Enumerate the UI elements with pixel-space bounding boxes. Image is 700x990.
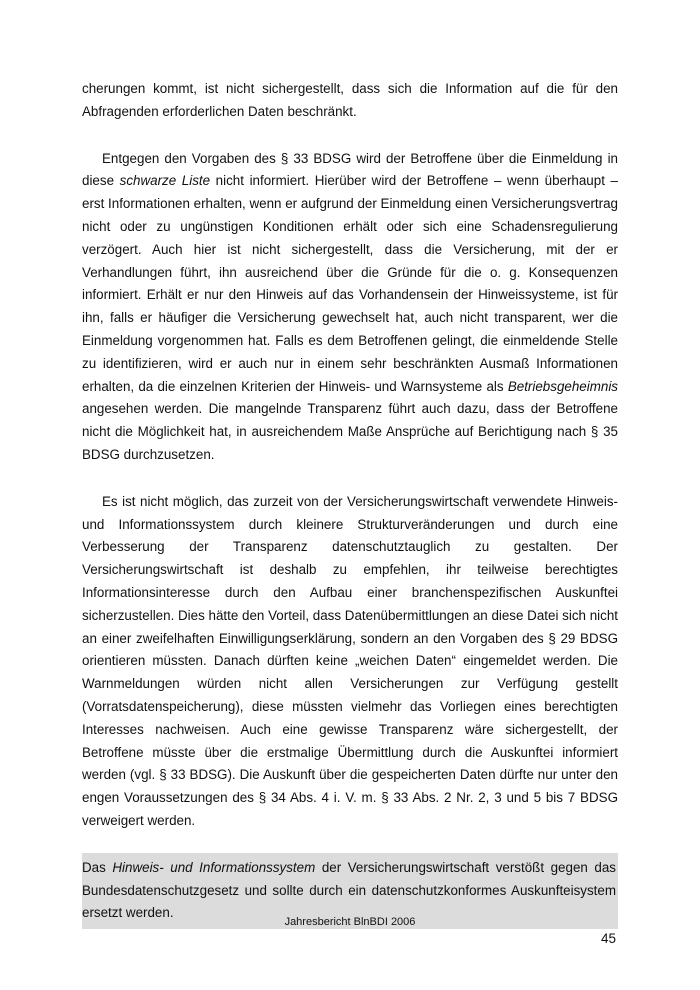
paragraph-text: nicht informiert. Hierüber wird der Betroffene – wenn überhaupt – erst Informationen erhalten, wenn er aufgrund der Einmeldung einen Versicherungsvertrag nicht oder zu ungünstigen Konditionen erhält oder sich eine Schadensregulierung verzögert. Auch hier ist nicht sichergestellt, dass die Versicherung, mit der er Verhandlungen führt, ihn ausreichend über die Gründe für die o. g. Konsequenzen informiert. Erhält er nur den Hinweis auf das Vorhandensein der Hinweissysteme, ist für ihn, falls er häufiger die Versicherung gewechselt hat, auch nicht transparent, wer die Einmeldung vorgenommen hat. Falls es dem Betroffenen gelingt, die einmeldende Stelle zu identifizieren, wird er auch nur in einem sehr beschränkten Ausmaß Informationen erhalten, da die einzelnen Kriterien der Hinweis- und Warnsysteme als: [82, 173, 618, 394]
emphasis-schwarze-liste: schwarze Liste: [119, 173, 211, 189]
paragraph-notification: [82, 148, 618, 467]
footer-report-title: Jahresbericht BlnBDI 2006: [284, 916, 416, 928]
paragraph-continuation: cherungen kommt, ist nicht sichergestellt, dass sich die Information auf die für den Abfragenden erforderlichen Daten beschränkt.: [82, 81, 618, 119]
paragraph-text: Entgegen den Vorgaben des § 33 BDSG wird der Betroffene über die Einmeldung in diese: [82, 150, 618, 189]
conclusion-text: Das: [82, 859, 113, 875]
emphasis-betriebsgeheimnis: Betriebsgeheimnis: [507, 378, 618, 394]
conclusion-text: der Versicherungswirtschaft verstößt gegen das Bundesdatenschutzgesetz und sollte durch ein datenschutzkonformes Auskunfteisystem ersetzt werden.: [82, 859, 616, 921]
page-number: 45: [600, 931, 616, 946]
document-body: [82, 78, 618, 929]
paragraph-recommendation: Es ist nicht möglich, das zurzeit von der Versicherungswirtschaft verwendete Hinweis- und Informationssystem durch kleinere Strukturveränderungen und durch eine Verbesserung der Transparenz datenschutztauglich zu gestalten. Der Versicherungswirtschaft ist deshalb zu empfehlen, ihr teilweise berechtigtes Informationsinteresse durch den Aufbau einer branchenspezifischen Auskunftei sicherzustellen. Dies hätte den Vorteil, dass Datenübermittlungen an diese Datei sich nicht an einer zweifelhaften Einwilligungserklärung, sondern an den Vorgaben des § 29 BDSG orientieren müssten. Danach dürften keine „weichen Daten“ eingemeldet werden. Die Warnmeldungen würden nicht allen Versicherungen zur Verfügung gestellt (Vorratsdatenspeicherung), diese müssten vielmehr das Vorliegen eines berechtigten Interesses nachweisen. Auch eine gewisse Transparenz wäre sichergestellt, der Betroffene müsste über die erstmalige Übermittlung durch die Auskunftei informiert werden (vgl. § 33 BDSG). Die Auskunft über die gespeicherten Daten dürfte nur unter den engen Voraussetzungen des § 34 Abs. 4 i. V. m. § 33 Abs. 2 Nr. 2, 3 und 5 bis 7 BDSG verweigert werden.: [82, 493, 618, 828]
emphasis-hinweis-system: Hinweis- und Informationssystem: [112, 859, 316, 875]
paragraph-text: angesehen werden. Die mangelnde Transparenz führt auch dazu, dass der Betroffene nicht die Möglichkeit hat, in ausreichendem Maße Ansprüche auf Berichtigung nach § 35 BDSG durchzusetzen.: [82, 401, 618, 462]
